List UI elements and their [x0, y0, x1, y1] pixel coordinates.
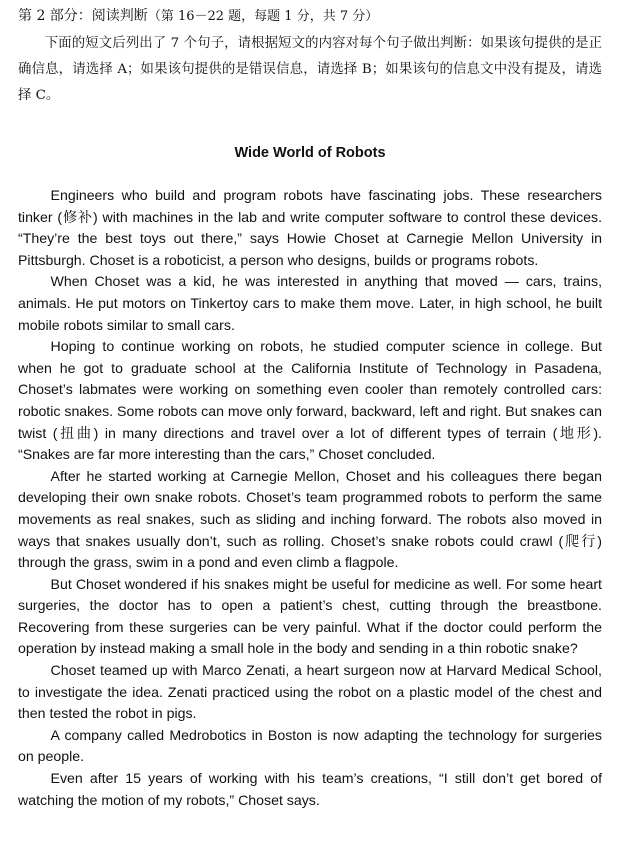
- article-paragraph: Even after 15 years of working with his team’s creations, “I still don’t get bored of watching the motion of my robots,” Choset says.: [18, 770, 602, 808]
- article-title: Wide World of Robots: [234, 145, 386, 161]
- section-header: [18, 6, 602, 27]
- article-paragraph: When Choset was a kid, he was interested in anything that moved — cars, trains, animals. He put motors on Tinkertoy cars to make them move. Later, in high school, he built mobile robots similar to small cars.: [18, 273, 602, 333]
- article-paragraph: Choset teamed up with Marco Zenati, a heart surgeon now at Harvard Medical School, to investigate the idea. Zenati practiced using the robot on a plastic model of the chest and then tested the robot in pigs.: [18, 662, 602, 722]
- article-paragraph: Engineers who build and program robots have fascinating jobs. These researchers tinker (修补) with machines in the lab and write computer software to control these devices. “They’re the best toys out there,” says Howie Choset at Carnegie Mellon University in Pittsburgh. Choset is a roboticist, a person who designs, builds or programs robots.: [18, 187, 602, 268]
- article-paragraph: Hoping to continue working on robots, he studied computer science in college. But when he got to graduate school at the California Institute of Technology in Pasadena, Choset’s labmates were working on something even cooler than remotely controlled cars: robotic snakes. Some robots can move only forward, backward, left and right. But snakes can twist (扭曲) in many directions and travel over a lot of different types of terrain (地形). “Snakes are far more interesting than the cars,” Choset concluded.: [18, 338, 602, 463]
- article-body: [18, 185, 602, 811]
- section-detail: （第 16－22 题，每题 1 分，共 7 分）: [147, 9, 379, 24]
- section-label: 第 2 部分：阅读判断: [18, 8, 148, 24]
- article-paragraph: After he started working at Carnegie Mellon, Choset and his colleagues there began developing their own snake robots. Choset’s team programmed robots to perform the same movements as real snakes, such as sliding and inching forward. The robots also moved in ways that snakes usually don’t, such as rolling. Choset’s snake robots could crawl (爬行) through the grass, swim in a pond and even climb a flagpole.: [18, 467, 602, 571]
- article-paragraph: A company called Medrobotics in Boston is now adapting the technology for surgeries on people.: [18, 726, 602, 765]
- article-paragraph: But Choset wondered if his snakes might be useful for medicine as well. For some heart surgeries, the doctor has to open a patient’s chest, cutting through the breastbone. Recovering from these surgeries can be very painful. What if the doctor could perform the operation by instead making a small hole in the body and sending in a thin robotic snake?: [18, 575, 602, 657]
- instructions: 下面的短文后列出了 7 个句子，请根据短文的内容对每个句子做出判断：如果该句提供的是正确信息，请选择 A；如果该句提供的是错误信息，请选择 B；如果该句的信息文中没有提及，请选择 C。: [18, 36, 602, 103]
